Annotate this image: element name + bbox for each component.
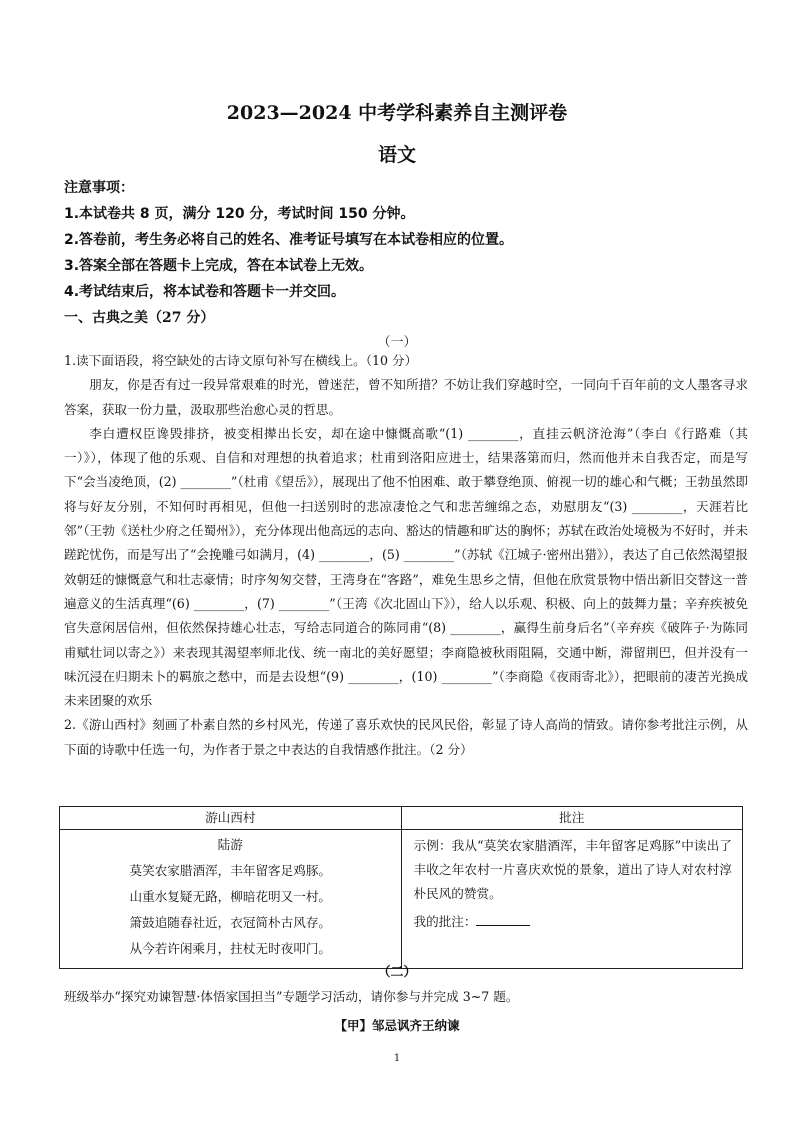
note-column-header: 批注 [402,807,743,830]
paragraph: 朋友，你是否有过一段异常艰难的时光，曾迷茫，曾不知所措？不妨让我们穿越时空，一同向千百年前的文人墨客寻求答案，获取一份力量，汲取那些治愈心灵的哲思。 [64,377,748,417]
notes-heading: 注意事项： [64,180,134,196]
my-note-label: 我的批注： [413,914,477,929]
poem-line: 山重水复疑无路，柳暗花明又一村。 [129,889,331,904]
answer-blank[interactable] [476,913,530,926]
passage-title: 【甲】邹忌讽齐王纳谏 [334,1018,460,1033]
section-heading: 一、古典之美（27 分） [64,310,215,326]
note-item: 4.考试结束后，将本试卷和答题卡一并交回。 [64,284,346,300]
note-item: 2.答卷前，考生务必将自己的姓名、准考证号填写在本试卷相应的位置。 [64,232,514,248]
page-number: 1 [393,1053,401,1064]
note-item: 1.本试卷共 8 页，满分 120 分，考试时间 150 分钟。 [64,206,415,222]
question-prompt: 2.《游山西村》刻画了朴素自然的乡村风光，传递了喜乐欢快的民风民俗，彰显了诗人高尚的情致。请你参考批注示例，从下面的诗歌中任选一句，为作者于景之中表达的自我情感作批注。（2 分） [64,717,748,757]
part-label: （二） [377,965,417,980]
paragraph: 李白遭权臣谗毁排挤，被变相撵出长安，却在途中慷慨高歌“(1) ________，直挂云帆济沧海”（李白《行路难（其一）》），体现了他的乐观、自信和对理想的执着追求；杜甫到洛阳应进士，结果落第而归，然而他并未自我否定，而是写下“会当凌绝顶，(2) ________”（杜甫《望岳》），展现出了他不怕困难、敢于攀登绝顶、俯视一切的雄心和气概；王勃虽然即将与好友分别，不知何时再相见，但他一扫送别时的悲凉凄怆之气和悲苦缠绵之态，劝慰朋友“(3) ________，天涯若比邻”（王勃《送杜少府之任蜀州》），充分体现出他高远的志向、豁达的情趣和旷达的胸怀；苏轼在政治处境极为不好时，并未蹉跎忧伤，而是写出了“会挽雕弓如满月，(4) ________，(5) ________”（苏轼《江城子·密州出猎》），表达了自己依然渴望报效朝廷的慷慨意气和壮志豪情；时序匆匆交替，王湾身在“客路”，难免生思乡之情，但他在欣赏景物中悟出新旧交替这一普遍意义的生活真理“(6) ________，(7) ________”（王湾《次北固山下》），给人以乐观、积极、向上的鼓舞力量；辛弃疾被免官失意闲居信州，但依然保持雄心壮志，写给志同道合的陈同甫“(8) ________，赢得生前身后名”（辛弃疾《破阵子·为陈同甫赋壮词以寄之》）来表现其渴望率师北伐、统一南北的美好愿望；李商隐被秋雨阻隔，交通中断，滞留荆巴，但并没有一味沉浸在归期未卜的羁旅之愁中，而是去设想“(9) ________，(10) ________”（李商隐《夜雨寄北》），把眼前的凄苦光换成未来团聚的欢乐 [64,425,748,709]
question-1 [64,349,748,762]
poem-column-header: 游山西村 [60,807,401,830]
poem-line: 莫笑农家腊酒浑，丰年留客足鸡豚。 [129,863,331,878]
part2-intro: 班级举办“探究劝谏智慧·体悟家国担当”专题学习活动，请你参与并完成 3~7 题。 [64,989,519,1004]
exam-title: 2023—2024 中考学科素养自主测评卷 [226,102,568,124]
note-item: 3.答案全部在答题卡上完成，答在本试卷上无效。 [64,258,374,274]
poem-line: 从今若许闲乘月，拄杖无时夜叩门。 [129,941,331,956]
poem-line: 箫鼓追随春社近，衣冠简朴古风存。 [129,915,331,930]
my-note-line [414,910,733,934]
poem-author: 陆游 [217,837,243,852]
example-note: 示例：我从“莫笑农家腊酒浑，丰年留客足鸡豚”中读出了丰收之年农村一片喜庆欢悦的景象，道出了诗人对农村淳朴民风的赞赏。 [413,838,732,901]
subject-title: 语文 [377,144,416,166]
poem-body [60,830,401,968]
question-prompt: 1.读下面语段，将空缺处的古诗文原句补写在横线上。（10 分） [64,353,418,368]
note-body [402,830,743,940]
part-label: （一） [377,335,417,350]
poem-annotation-table [59,806,743,969]
